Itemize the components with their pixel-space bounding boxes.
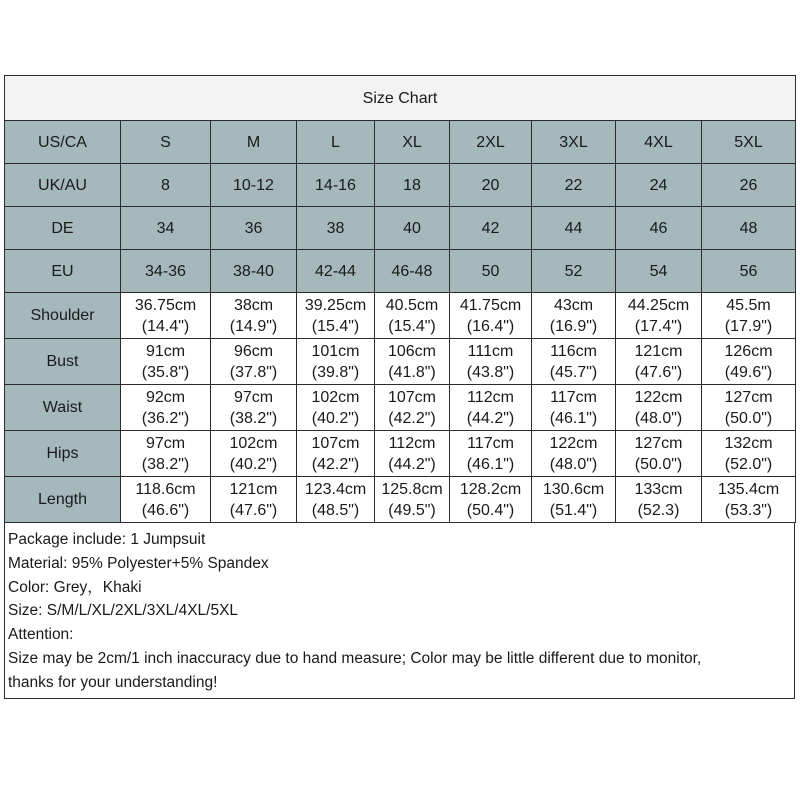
- size-cell: 38: [297, 207, 375, 250]
- size-cell: 22: [532, 164, 616, 207]
- cm-value: 123.4cm: [304, 480, 367, 498]
- inch-value: (46.6"): [141, 501, 190, 519]
- size-cell: 3XL: [532, 121, 616, 164]
- size-chart-table: [4, 75, 796, 523]
- size-cell: 5XL: [702, 121, 796, 164]
- inch-value: (40.2"): [311, 409, 360, 427]
- note-line: Attention:: [8, 626, 74, 644]
- size-row: [5, 121, 796, 164]
- inch-value: (48.0"): [549, 455, 598, 473]
- measurement-cell: [297, 293, 375, 339]
- measurement-cell: [616, 431, 702, 477]
- cm-value: 38cm: [233, 296, 274, 314]
- note-line: Package include: 1 Jumpsuit: [8, 531, 206, 548]
- measurement-cell: [211, 477, 297, 523]
- size-cell: 34: [121, 207, 211, 250]
- inch-value: (15.4"): [388, 317, 436, 335]
- measurement-row: [5, 477, 796, 523]
- size-cell: 44: [532, 207, 616, 250]
- size-cell: 8: [121, 164, 211, 207]
- inch-value: (52.0"): [724, 455, 773, 473]
- cm-value: 132cm: [724, 434, 773, 452]
- measurement-cell: [121, 431, 211, 477]
- size-cell: 10-12: [211, 164, 297, 207]
- inch-value: (44.2"): [388, 455, 436, 473]
- measurement-cell: [532, 293, 616, 339]
- size-cell: 4XL: [616, 121, 702, 164]
- size-cell: XL: [375, 121, 450, 164]
- size-cell: 42-44: [297, 250, 375, 293]
- size-cell: L: [297, 121, 375, 164]
- size-chart: [4, 75, 795, 699]
- inch-value: (38.2"): [141, 455, 190, 473]
- row-label: Hips: [5, 431, 121, 477]
- inch-value: (42.2"): [388, 409, 436, 427]
- cm-value: 112cm: [388, 434, 436, 452]
- row-label: Bust: [5, 339, 121, 385]
- measurement-cell: [297, 431, 375, 477]
- note-line: Size may be 2cm/1 inch inaccuracy due to hand measure; Color may be little different due to monitor,: [8, 649, 702, 667]
- inch-value: (39.8"): [311, 363, 360, 381]
- measurement-cell: [616, 385, 702, 431]
- cm-value: 122cm: [549, 434, 598, 452]
- measurement-cell: [211, 339, 297, 385]
- size-cell: 50: [450, 250, 532, 293]
- cm-value: 36.75cm: [134, 296, 197, 314]
- inch-value: (47.6"): [634, 363, 683, 381]
- inch-value: (49.6"): [724, 363, 773, 381]
- measurement-cell: [375, 431, 450, 477]
- row-label: UK/AU: [5, 164, 121, 207]
- inch-value: (50.0"): [634, 455, 683, 473]
- measurement-cell: [450, 385, 532, 431]
- cm-value: 43cm: [553, 296, 594, 314]
- measurement-cell: [450, 293, 532, 339]
- row-label: US/CA: [5, 121, 121, 164]
- cm-value: 107cm: [387, 388, 437, 406]
- cm-value: 111cm: [467, 342, 514, 360]
- inch-value: (45.7"): [549, 363, 598, 381]
- row-label: Shoulder: [5, 293, 121, 339]
- inch-value: (38.2"): [229, 409, 278, 427]
- cm-value: 106cm: [387, 342, 437, 360]
- measurement-cell: [211, 431, 297, 477]
- size-cell: 24: [616, 164, 702, 207]
- measurement-cell: [121, 477, 211, 523]
- inch-value: (15.4"): [311, 317, 360, 335]
- note-line: Size: S/M/L/XL/2XL/3XL/4XL/5XL: [8, 602, 239, 620]
- inch-value: (46.1"): [549, 409, 598, 427]
- measurement-cell: [375, 339, 450, 385]
- cm-value: 116cm: [550, 342, 597, 360]
- size-cell: 52: [532, 250, 616, 293]
- inch-value: (46.1"): [466, 455, 515, 473]
- measurement-cell: [616, 293, 702, 339]
- measurement-row: [5, 293, 796, 339]
- measurement-cell: [121, 385, 211, 431]
- size-cell: 38-40: [211, 250, 297, 293]
- cm-value: 126cm: [724, 342, 773, 360]
- inch-value: (42.2"): [311, 455, 360, 473]
- measurement-cell: [211, 293, 297, 339]
- size-cell: 36: [211, 207, 297, 250]
- inch-value: (47.6"): [229, 501, 278, 519]
- cm-value: 97cm: [233, 388, 274, 406]
- row-label: Waist: [5, 385, 121, 431]
- cm-value: 117cm: [467, 434, 514, 452]
- row-label: EU: [5, 250, 121, 293]
- inch-value: (49.5"): [388, 501, 436, 519]
- measurement-cell: [616, 477, 702, 523]
- cm-value: 92cm: [145, 388, 186, 406]
- measurement-cell: [211, 385, 297, 431]
- size-cell: S: [121, 121, 211, 164]
- inch-value: (16.4"): [466, 317, 515, 335]
- measurement-cell: [616, 339, 702, 385]
- cm-value: 41.75cm: [459, 296, 522, 314]
- cm-value: 107cm: [311, 434, 360, 452]
- measurement-cell: [702, 431, 796, 477]
- measurement-cell: [702, 293, 796, 339]
- cm-value: 101cm: [311, 342, 360, 360]
- measurement-cell: [297, 339, 375, 385]
- size-cell: 26: [702, 164, 796, 207]
- size-cell: 54: [616, 250, 702, 293]
- measurement-cell: [532, 339, 616, 385]
- note-line: Color: Grey，Khaki: [8, 578, 142, 596]
- cm-value: 128.2cm: [459, 480, 522, 498]
- inch-value: (17.4"): [634, 317, 683, 335]
- inch-value: (17.9"): [724, 317, 773, 335]
- cm-value: 130.6cm: [542, 480, 605, 498]
- cm-value: 96cm: [233, 342, 274, 360]
- cm-value: 127cm: [634, 434, 683, 452]
- cm-value: 112cm: [467, 388, 514, 406]
- measurement-cell: [532, 477, 616, 523]
- inch-value: (37.8"): [229, 363, 278, 381]
- cm-value: 102cm: [311, 388, 360, 406]
- measurement-cell: [450, 431, 532, 477]
- cm-value: 121cm: [229, 480, 278, 498]
- measurement-cell: [702, 385, 796, 431]
- measurement-cell: [297, 385, 375, 431]
- size-row: [5, 164, 796, 207]
- size-cell: 48: [702, 207, 796, 250]
- size-cell: M: [211, 121, 297, 164]
- size-cell: 42: [450, 207, 532, 250]
- size-cell: 56: [702, 250, 796, 293]
- measurement-cell: [121, 339, 211, 385]
- measurement-cell: [450, 477, 532, 523]
- inch-value: (14.9"): [229, 317, 278, 335]
- size-cell: 34-36: [121, 250, 211, 293]
- cm-value: 97cm: [145, 434, 186, 452]
- size-cell: 40: [375, 207, 450, 250]
- measurement-cell: [375, 293, 450, 339]
- chart-title: Size Chart: [5, 76, 796, 121]
- cm-value: 39.25cm: [304, 296, 367, 314]
- row-label: DE: [5, 207, 121, 250]
- measurement-cell: [375, 477, 450, 523]
- cm-value: 118.6cm: [135, 480, 196, 498]
- cm-value: 135.4cm: [717, 480, 780, 498]
- inch-value: (44.2"): [466, 409, 515, 427]
- inch-value: (35.8"): [141, 363, 190, 381]
- product-notes: [4, 523, 795, 699]
- cm-value: 127cm: [724, 388, 773, 406]
- inch-value: (53.3"): [724, 501, 773, 519]
- inch-value: (16.9"): [549, 317, 598, 335]
- inch-value: (50.4"): [466, 501, 515, 519]
- measurement-cell: [702, 477, 796, 523]
- size-cell: 14-16: [297, 164, 375, 207]
- measurement-row: [5, 339, 796, 385]
- size-cell: 20: [450, 164, 532, 207]
- size-row: [5, 250, 796, 293]
- size-cell: 46: [616, 207, 702, 250]
- note-line: Material: 95% Polyester+5% Spandex: [8, 554, 269, 572]
- inch-value: (48.5"): [311, 501, 360, 519]
- measurement-cell: [297, 477, 375, 523]
- cm-value: 44.25cm: [627, 296, 690, 314]
- size-row: [5, 207, 796, 250]
- inch-value: (14.4"): [141, 317, 190, 335]
- measurement-cell: [532, 431, 616, 477]
- cm-value: 122cm: [634, 388, 683, 406]
- inch-value: (48.0"): [634, 409, 683, 427]
- size-cell: 46-48: [375, 250, 450, 293]
- cm-value: 121cm: [634, 342, 683, 360]
- measurement-cell: [532, 385, 616, 431]
- cm-value: 117cm: [550, 388, 597, 406]
- size-cell: 2XL: [450, 121, 532, 164]
- inch-value: (43.8"): [466, 363, 515, 381]
- measurement-cell: [375, 385, 450, 431]
- inch-value: (51.4"): [549, 501, 598, 519]
- cm-value: 40.5cm: [385, 296, 439, 314]
- measurement-row: [5, 431, 796, 477]
- row-label: Length: [5, 477, 121, 523]
- measurement-cell: [450, 339, 532, 385]
- inch-value: (36.2"): [141, 409, 190, 427]
- note-line: thanks for your understanding!: [8, 673, 218, 691]
- measurement-cell: [121, 293, 211, 339]
- measurement-row: [5, 385, 796, 431]
- cm-value: 102cm: [229, 434, 278, 452]
- inch-value: (40.2"): [229, 455, 278, 473]
- cm-value: 91cm: [145, 342, 186, 360]
- inch-value: (50.0"): [724, 409, 773, 427]
- cm-value: 45.5m: [726, 296, 771, 314]
- inch-value: (52.3): [637, 501, 680, 519]
- size-cell: 18: [375, 164, 450, 207]
- cm-value: 125.8cm: [381, 480, 443, 498]
- inch-value: (41.8"): [388, 363, 436, 381]
- measurement-cell: [702, 339, 796, 385]
- cm-value: 133cm: [634, 480, 683, 498]
